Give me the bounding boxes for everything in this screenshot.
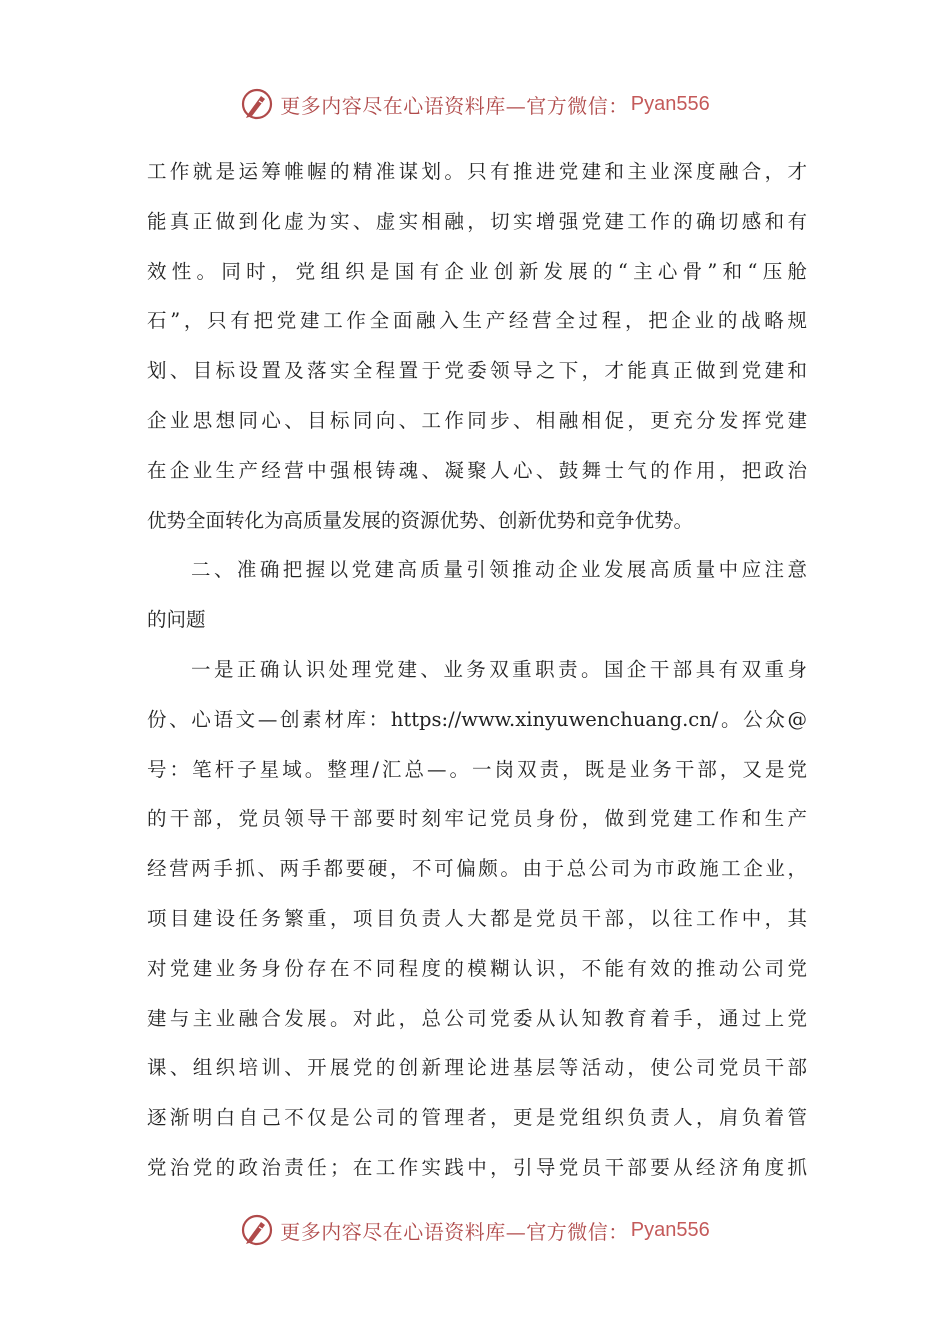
footer-banner	[0, 1210, 950, 1250]
text-line: 建与主业融合发展。对此，总公司党委从认知教育着手，通过上党	[147, 1006, 807, 1030]
document-body	[147, 147, 807, 1193]
text-line: 优势全面转化为高质量发展的资源优势、创新优势和竞争优势。	[147, 508, 694, 532]
banner-text: 更多内容尽在心语资料库—官方微信：	[280, 93, 629, 118]
text-line: 份、心语文—创素材库：https://www.xinyuwenchuang.cn/。公众@	[147, 707, 807, 731]
text-line: 逐渐明白自己不仅是公司的管理者，更是党组织负责人，肩负着管	[147, 1106, 807, 1130]
text-line: 对党建业务身份存在不同程度的模糊认识，不能有效的推动公司党	[147, 956, 807, 980]
pen-nib-logo-icon	[240, 1213, 274, 1247]
text-line: 效性。同时，党组织是国有企业创新发展的“主心骨”和“压舱	[147, 259, 807, 283]
text-line: 的干部，党员领导干部要时刻牢记党员身份，做到党建工作和生产	[147, 807, 807, 831]
text-line: 课、组织培训、开展党的创新理论进基层等活动，使公司党员干部	[147, 1056, 807, 1080]
banner-text: 更多内容尽在心语资料库—官方微信：	[280, 1219, 629, 1244]
text-line: 在企业生产经营中强根铸魂、凝聚人心、鼓舞士气的作用，把政治	[147, 458, 807, 482]
header-banner	[0, 84, 950, 124]
text-line: 党治党的政治责任；在工作实践中，引导党员干部要从经济角度抓	[147, 1155, 807, 1179]
text-line: 划、目标设置及落实全程置于党委领导之下，才能真正做到党建和	[147, 359, 807, 383]
text-line: 经营两手抓、两手都要硬，不可偏颇。由于总公司为市政施工企业，	[147, 857, 807, 881]
section-heading-line: 的问题	[147, 608, 206, 632]
banner-wechat-id: Pyan556	[630, 92, 710, 115]
banner-wechat-id: Pyan556	[630, 1218, 710, 1241]
text-line: 石”，只有把党建工作全面融入生产经营全过程，把企业的战略规	[147, 309, 807, 333]
text-line: 一是正确认识处理党建、业务双重职责。国企干部具有双重身	[191, 657, 807, 681]
pen-nib-logo-icon	[240, 87, 274, 121]
text-line: 企业思想同心、目标同向、工作同步、相融相促，更充分发挥党建	[147, 408, 807, 432]
text-line: 项目建设任务繁重，项目负责人大都是党员干部，以往工作中，其	[147, 906, 807, 930]
text-line: 能真正做到化虚为实、虚实相融，切实增强党建工作的确切感和有	[147, 209, 807, 233]
text-line: 工作就是运筹帷幄的精准谋划。只有推进党建和主业深度融合，才	[147, 160, 807, 183]
text-line: 号：笔杆子星域。整理/汇总—。一岗双责，既是业务干部，又是党	[147, 757, 807, 781]
section-heading-line: 二、准确把握以党建高质量引领推动企业发展高质量中应注意	[191, 558, 807, 582]
